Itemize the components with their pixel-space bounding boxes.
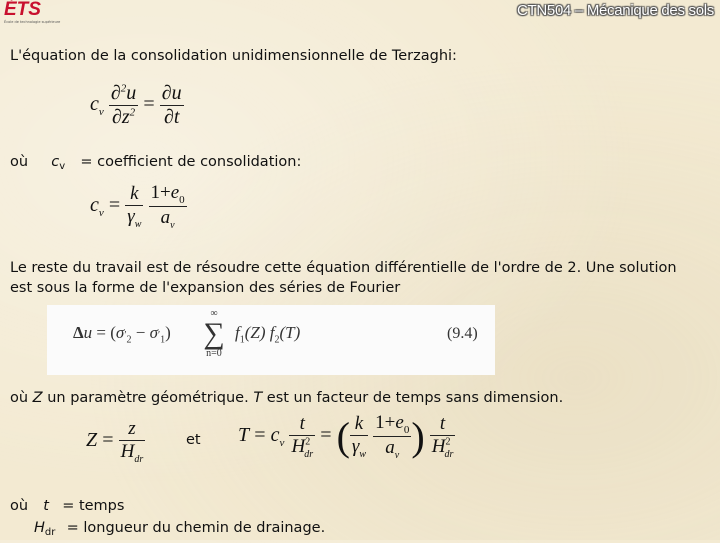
cv-symbol: $c_v$ <box>51 154 66 172</box>
t-equation: $T = c_v$ $\frac{t}{H^2_{dr}}$ = ( $\frac{k}{\gamma_w}$ $\frac{1+e_0}{a_v}$ ) $\frac{t}{H^2_{dr}}$ <box>238 412 454 461</box>
et-label: et <box>186 432 201 448</box>
ou-label: où <box>10 154 29 170</box>
fourier-paragraph: Le reste du travail est de résoudre cette équation différentielle de l'ordre de 2. Une solution est sous la forme de l'expansion des séries de Fourier <box>10 260 677 296</box>
cv-definition-line <box>10 152 301 177</box>
logo-text: ÉTS <box>4 0 41 20</box>
logo-subtext: École de technologie supérieure <box>4 20 61 24</box>
ets-logo <box>4 1 72 27</box>
parameter-line: où Z un paramètre géométrique. T est un facteur de temps sans dimension. <box>10 390 564 406</box>
definition-time: où t = temps <box>10 498 125 514</box>
definition-drainage: $H_{dr}$ = longueur du chemin de drainage. <box>34 520 326 538</box>
cv-equation: $c_v$ = $\frac{k}{\gamma_w}$ $\frac{1+e_0}{a_v}$ <box>90 182 185 231</box>
cv-definition: = coefficient de consolidation: <box>80 154 302 170</box>
terzaghi-equation: $c_v$ $\frac{\partial^2u}{\partial z^2}$ = $\frac{\partial u}{\partial t}$ <box>90 82 182 128</box>
fourier-series-equation: $\Delta u = (\sigma'_2 - \sigma'_1)$ ∞ ∑ n=0 $f_1(Z)$ $f_2(T)$ (9.4) <box>47 305 495 375</box>
equation-number: (9.4) <box>447 325 478 342</box>
z-equation: Z = $\frac{z}{H_{dr}}$ <box>86 418 144 465</box>
course-title: CTN504 – Mécanique des sols <box>516 2 714 19</box>
intro-text: L'équation de la consolidation unidimensionnelle de Terzaghi: <box>10 48 457 64</box>
